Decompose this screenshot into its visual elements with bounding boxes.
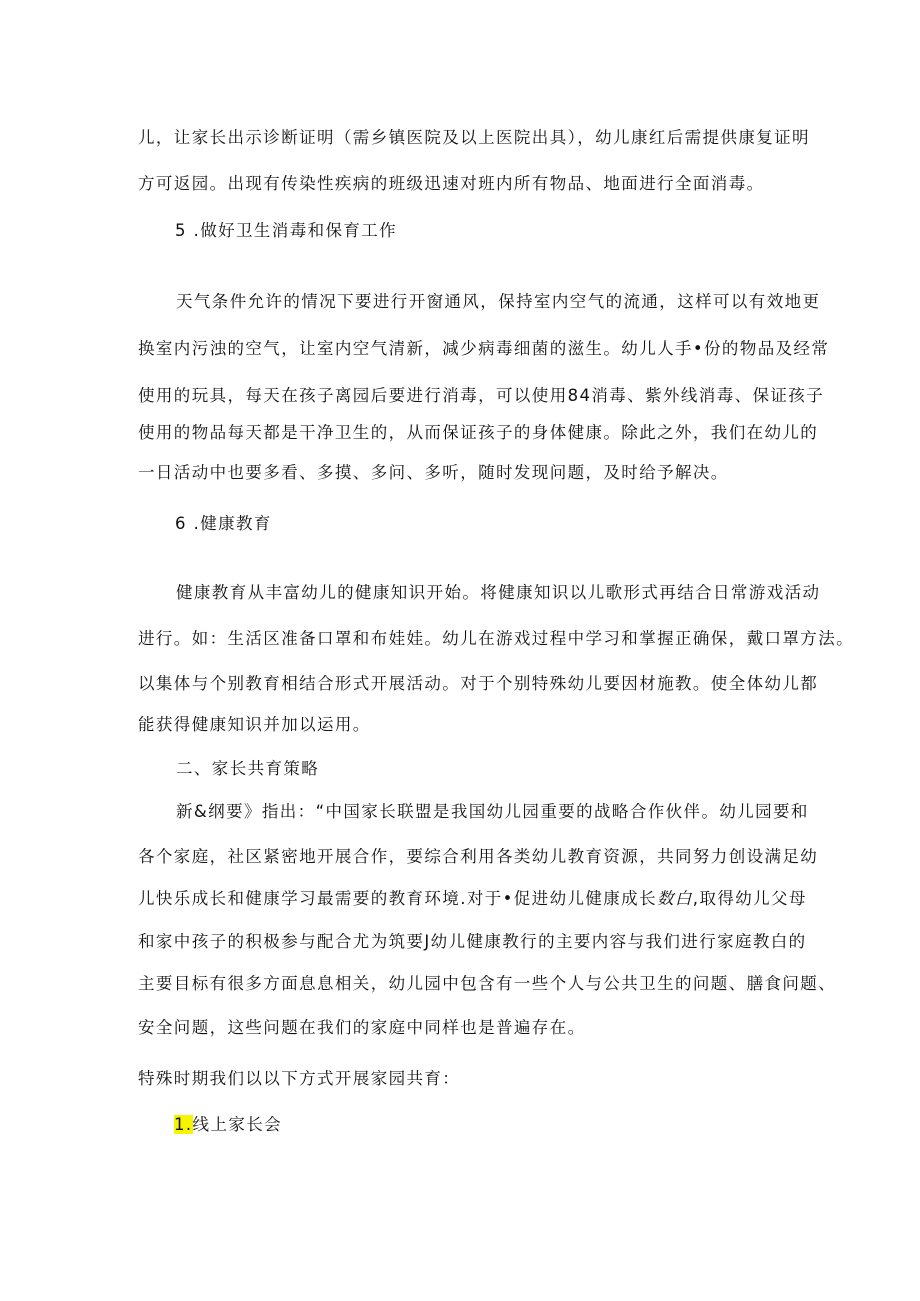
section-heading-parent-coeducation: 二、家长共育策略 [176, 759, 320, 778]
subsection-heading-online-parent-meeting [174, 1115, 282, 1135]
paragraph-4-line-3 [138, 889, 807, 909]
paragraph-1-line-1: 儿，让家长出示诊断证明（需乡镇医院及以上医院出具），幼儿康红后需提供康复证明 [138, 128, 810, 147]
paragraph-3-line-4: 能获得健康知识并加以运用。 [138, 715, 371, 734]
section-heading-6: 6 .健康教育 [175, 514, 272, 533]
paragraph-2-line-3: 使用的玩具，每天在孩子离园后要进行消毒，可以使用84消毒、紫外线消毒、保证孩子 [138, 386, 825, 405]
paragraph-4-line-3-a: 儿快乐成长和健康学习最需要的教育环境.对于•促进幼儿健康成长 [138, 889, 657, 908]
paragraph-4-line-2: 各个家庭，社区紧密地开展合作，要综合利用各类幼儿教育资源，共同努力创设满足幼 [138, 847, 819, 866]
paragraph-3-line-1: 健康教育从丰富幼儿的健康知识开始。将健康知识以儿歌形式再结合日常游戏活动 [176, 583, 821, 602]
paragraph-1-line-2: 方可返园。出现有传染性疾病的班级迅速对班内所有物品、地面进行全面消毒。 [138, 174, 765, 193]
highlighted-number: 1. [174, 1115, 193, 1134]
paragraph-4-line-6: 安全问题，这些问题在我们的家庭中同样也是普遍存在。 [138, 1018, 586, 1037]
paragraph-4-line-3-italic: 数白 [656, 889, 693, 908]
paragraph-5: 特殊时期我们以以下方式开展家园共育： [138, 1069, 461, 1088]
paragraph-4-line-5: 主要目标有很多方面息息相关，幼儿园中包含有一些个人与公共卫生的问题、膳食问题、 [138, 974, 837, 993]
paragraph-4-line-4: 和家中孩子的积极参与配合尤为筑要J幼儿健康教行的主要内容与我们进行家庭教白的 [138, 932, 807, 951]
paragraph-3-line-3: 以集体与个别教育相结合形式开展活动。对于个别特殊幼儿要因材施教。使全体幼儿都 [138, 674, 819, 693]
subsection-heading-text: 线上家长会 [192, 1115, 283, 1134]
paragraph-3-line-2: 进行。如：生活区准备口罩和布娃娃。幼儿在游戏过程中学习和掌握正确保，戴口罩方法。 [138, 629, 854, 648]
paragraph-2-line-5: 一日活动中也要多看、多摸、多问、多听，随时发现问题，及时给予解决。 [138, 463, 729, 482]
section-heading-5: 5 .做好卫生消毒和保育工作 [175, 221, 398, 240]
paragraph-2-line-1: 天气条件允许的情况下要进行开窗通风，保持室内空气的流通，这样可以有效地更 [176, 292, 821, 311]
paragraph-2-line-4: 使用的物品每天都是干净卫生的，从而保证孩子的身体健康。除此之外，我们在幼儿的 [138, 423, 819, 442]
paragraph-4-line-3-c: ,取得幼儿父母 [692, 889, 807, 908]
paragraph-4-line-1: 新&纲要》指出：“中国家长联盟是我国幼儿园重要的战略合作伙伴。幼儿园要和 [176, 802, 809, 821]
paragraph-2-line-2: 换室内污浊的空气，让室内空气清新，减少病毒细菌的滋生。幼儿人手•份的物品及经常 [138, 339, 830, 358]
